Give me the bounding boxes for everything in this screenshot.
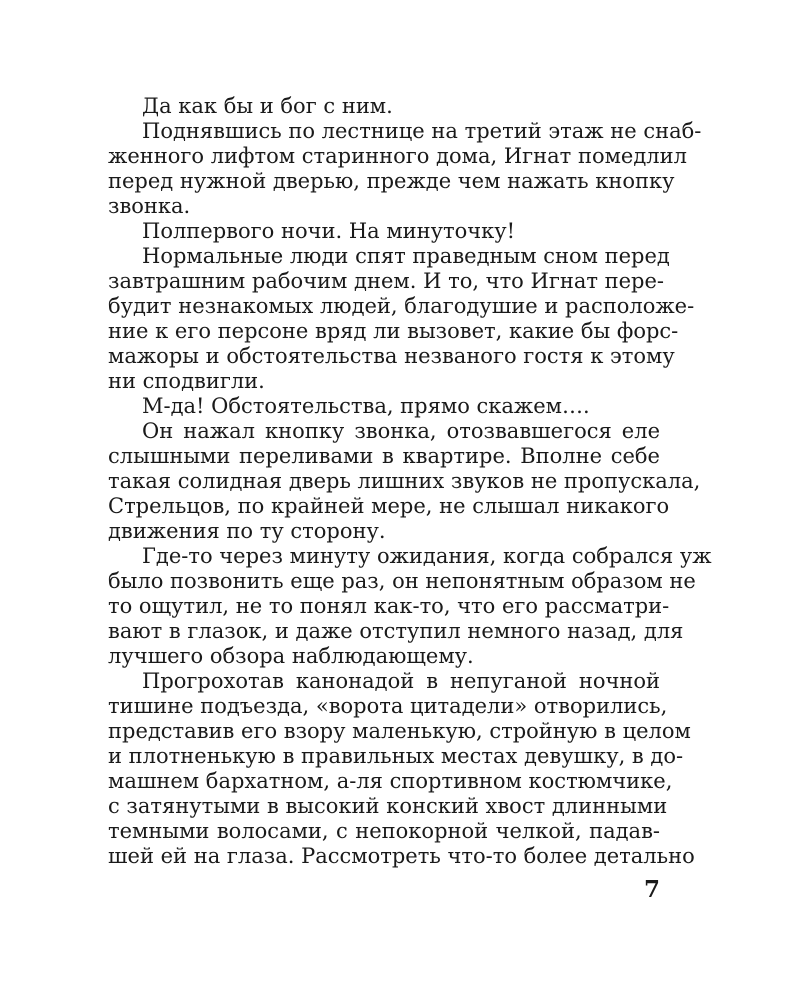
text-line: шей ей на глаза. Рассмотреть что-то более детально	[108, 844, 695, 868]
text-line: мажоры и обстоятельства незваного гостя к этому	[108, 344, 675, 368]
text-line: Поднявшись по лестнице на третий этаж не снаб-	[142, 119, 702, 143]
text-line: Прогрохотав канонадой в непуганой ночной	[142, 669, 660, 693]
text-line: слышными переливами в квартире. Вполне себе	[108, 444, 660, 468]
paragraph	[108, 669, 695, 869]
text-line: такая солидная дверь лишних звуков не пропускала,	[108, 469, 701, 493]
text-line: Нормальные люди спят праведным сном перед	[142, 244, 670, 268]
text-line: тишине подъезда, «ворота цитадели» отворились,	[108, 694, 668, 718]
text-line: завтрашним рабочим днем. И то, что Игнат пере-	[108, 269, 665, 293]
text-line: ни сподвигли.	[108, 369, 265, 393]
text-line: М-да! Обстоятельства, прямо скажем….	[142, 394, 590, 418]
text-line: темными волосами, с непокорной челкой, падав-	[108, 819, 660, 843]
text-line: было позвонить еще раз, он непонятным образом не	[108, 569, 696, 593]
text-line: будит незнакомых людей, благодушие и расположе-	[108, 294, 695, 318]
text-line: и плотненькую в правильных местах девушку, в до-	[108, 744, 684, 768]
text-line: ние к его персоне вряд ли вызовет, какие бы форс-	[108, 319, 679, 343]
text-line: машнем бархатном, а-ля спортивном костюмчике,	[108, 769, 673, 793]
text-line: то ощутил, не то понял как-то, что его рассматри-	[108, 594, 670, 618]
page-number: 7	[643, 876, 660, 903]
text-line: представив его взору маленькую, стройную в целом	[108, 719, 691, 743]
paragraph	[108, 219, 660, 244]
paragraph	[108, 394, 660, 419]
text-line: Да как бы и бог с ним.	[142, 94, 393, 118]
paragraph	[108, 94, 660, 119]
text-line: движения по ту сторону.	[108, 519, 386, 543]
text-line: звонка.	[108, 194, 191, 218]
paragraph	[108, 419, 701, 544]
paragraph	[108, 244, 695, 394]
text-line: лучшего обзора наблюдающему.	[108, 644, 474, 668]
paragraph	[108, 544, 712, 669]
body-text	[108, 94, 712, 869]
text-line: Он нажал кнопку звонка, отозвавшегося еле	[142, 419, 660, 443]
text-line: Полпервого ночи. На минуточку!	[142, 219, 516, 243]
text-line: с затянутыми в высокий конский хвост длинными	[108, 794, 668, 818]
text-line: перед нужной дверью, прежде чем нажать кнопку	[108, 169, 675, 193]
text-line: Стрельцов, по крайней мере, не слышал никакого	[108, 494, 670, 518]
text-line: Где-то через минуту ожидания, когда собрался уж	[142, 544, 712, 568]
paragraph	[108, 119, 702, 219]
text-line: вают в глазок, и даже отступил немного назад, для	[108, 619, 684, 643]
text-line: женного лифтом старинного дома, Игнат помедлил	[108, 144, 687, 168]
